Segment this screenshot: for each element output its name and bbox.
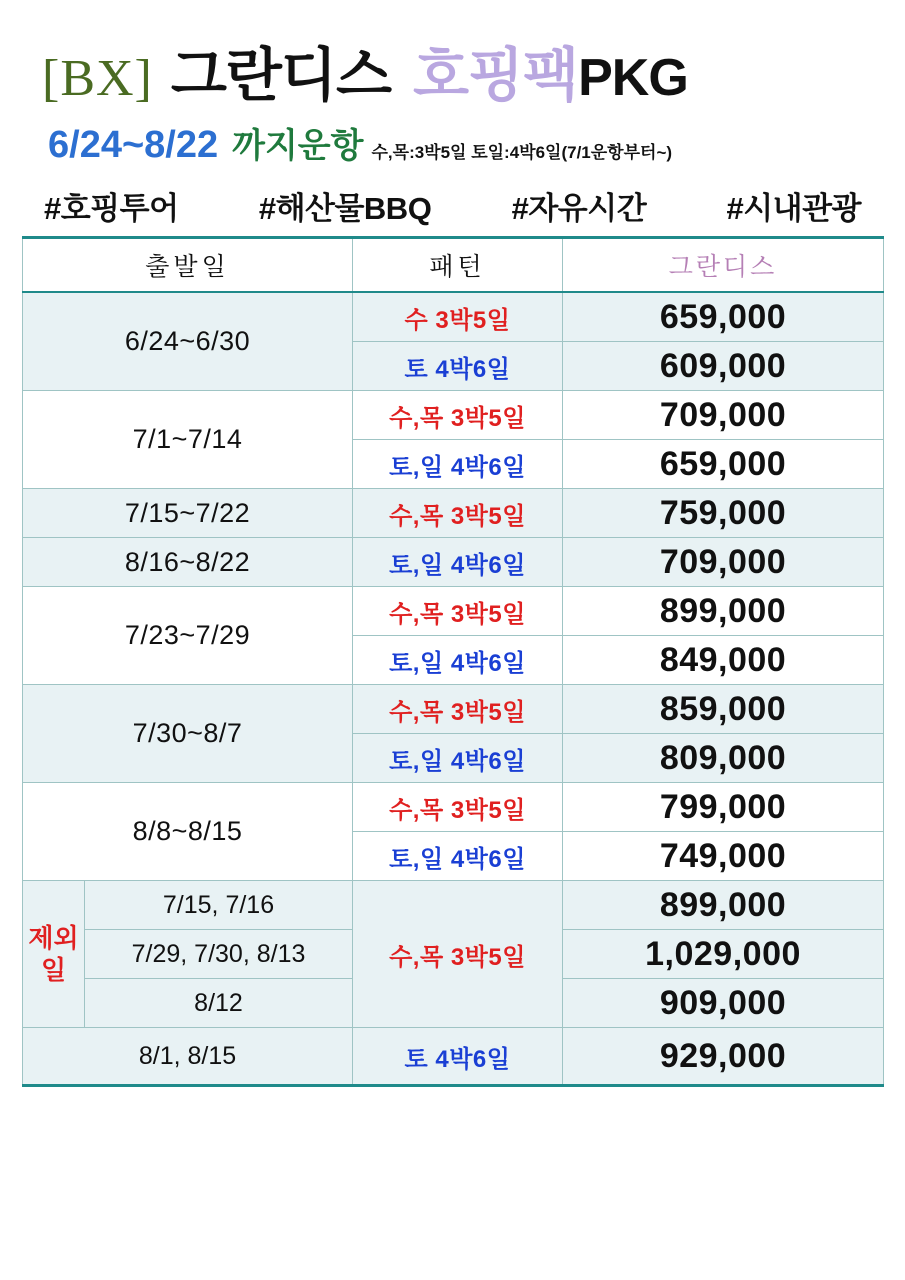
excluded-dates: 7/15, 7/16	[162, 890, 275, 919]
operation-until: 까지운항	[232, 127, 364, 165]
depart-range: 8/8~8/15	[132, 816, 243, 846]
price-value: 659,000	[659, 297, 787, 336]
excluded-dates: 8/12	[194, 988, 243, 1017]
price-value: 709,000	[659, 395, 787, 434]
price-value: 749,000	[659, 836, 787, 875]
price-value: 849,000	[659, 640, 787, 679]
price-value: 659,000	[659, 444, 787, 483]
excluded-row	[23, 1028, 884, 1086]
excluded-dates: 8/1, 8/15	[138, 1041, 237, 1070]
price-value: 609,000	[659, 346, 787, 385]
price-value: 1,029,000	[645, 934, 801, 973]
price-value: 859,000	[659, 689, 787, 728]
hashtag-row	[22, 183, 883, 228]
price-value: 909,000	[659, 983, 787, 1022]
depart-range: 7/30~8/7	[132, 718, 243, 748]
excluded-row	[23, 881, 884, 930]
excluded-label: 제외일	[28, 922, 79, 985]
pattern-label: 토,일 4박6일	[389, 551, 526, 579]
price-value: 809,000	[659, 738, 787, 777]
pattern-label: 토,일 4박6일	[389, 747, 526, 775]
depart-range: 6/24~6/30	[124, 326, 251, 356]
brand-name: 그란디스	[170, 43, 391, 108]
table-row	[23, 587, 884, 636]
pattern-label: 토 4박6일	[404, 355, 511, 383]
table-row	[23, 783, 884, 832]
pattern-label: 수,목 3박5일	[389, 796, 526, 824]
table-row	[23, 538, 884, 587]
pattern-label: 수 3박5일	[404, 306, 511, 334]
price-value: 899,000	[659, 591, 787, 630]
pattern-label: 수,목 3박5일	[389, 502, 526, 530]
price-value: 759,000	[659, 493, 787, 532]
price-value: 799,000	[659, 787, 787, 826]
price-value: 709,000	[659, 542, 787, 581]
title-row	[22, 0, 883, 112]
depart-range: 7/23~7/29	[124, 620, 251, 650]
table-row	[23, 489, 884, 538]
hashtag-2: #해산물BBQ	[258, 191, 432, 226]
pattern-label: 토,일 4박6일	[389, 845, 526, 873]
table-row	[23, 391, 884, 440]
pattern-label: 토,일 4박6일	[389, 649, 526, 677]
product-name: 호핑팩	[413, 43, 579, 108]
pattern-label: 토 4박6일	[404, 1045, 511, 1073]
excluded-dates: 7/29, 7/30, 8/13	[131, 939, 306, 968]
price-table	[22, 236, 884, 1087]
pattern-label: 수,목 3박5일	[389, 404, 526, 432]
table-header-row	[23, 238, 884, 293]
hashtag-4: #시내관광	[726, 191, 861, 226]
table-row	[23, 685, 884, 734]
product-pkg: PKG	[578, 49, 688, 107]
pattern-label: 수,목 3박5일	[389, 600, 526, 628]
col-header-depart: 출발일	[145, 253, 230, 281]
col-header-pattern: 패턴	[429, 253, 486, 281]
price-value: 899,000	[659, 885, 787, 924]
subtitle-row	[22, 118, 883, 167]
operation-period: 6/24~8/22	[48, 124, 219, 166]
price-value: 929,000	[659, 1036, 787, 1075]
hashtag-3: #자유시간	[511, 191, 647, 226]
depart-range-secondary: 8/16~8/22	[124, 546, 251, 577]
operation-note: 수,목:3박5일 토일:4박6일(7/1운항부터~)	[371, 143, 673, 162]
hashtag-1: #호핑투어	[44, 191, 179, 226]
depart-range: 7/15~7/22	[124, 497, 251, 528]
pattern-label: 토,일 4박6일	[389, 453, 526, 481]
pattern-label: 수,목 3박5일	[389, 943, 526, 971]
pattern-label: 수,목 3박5일	[389, 698, 526, 726]
table-row	[23, 292, 884, 342]
col-header-price: 그란디스	[668, 253, 778, 281]
brand-code: [BX]	[42, 50, 153, 107]
depart-range: 7/1~7/14	[132, 424, 243, 454]
